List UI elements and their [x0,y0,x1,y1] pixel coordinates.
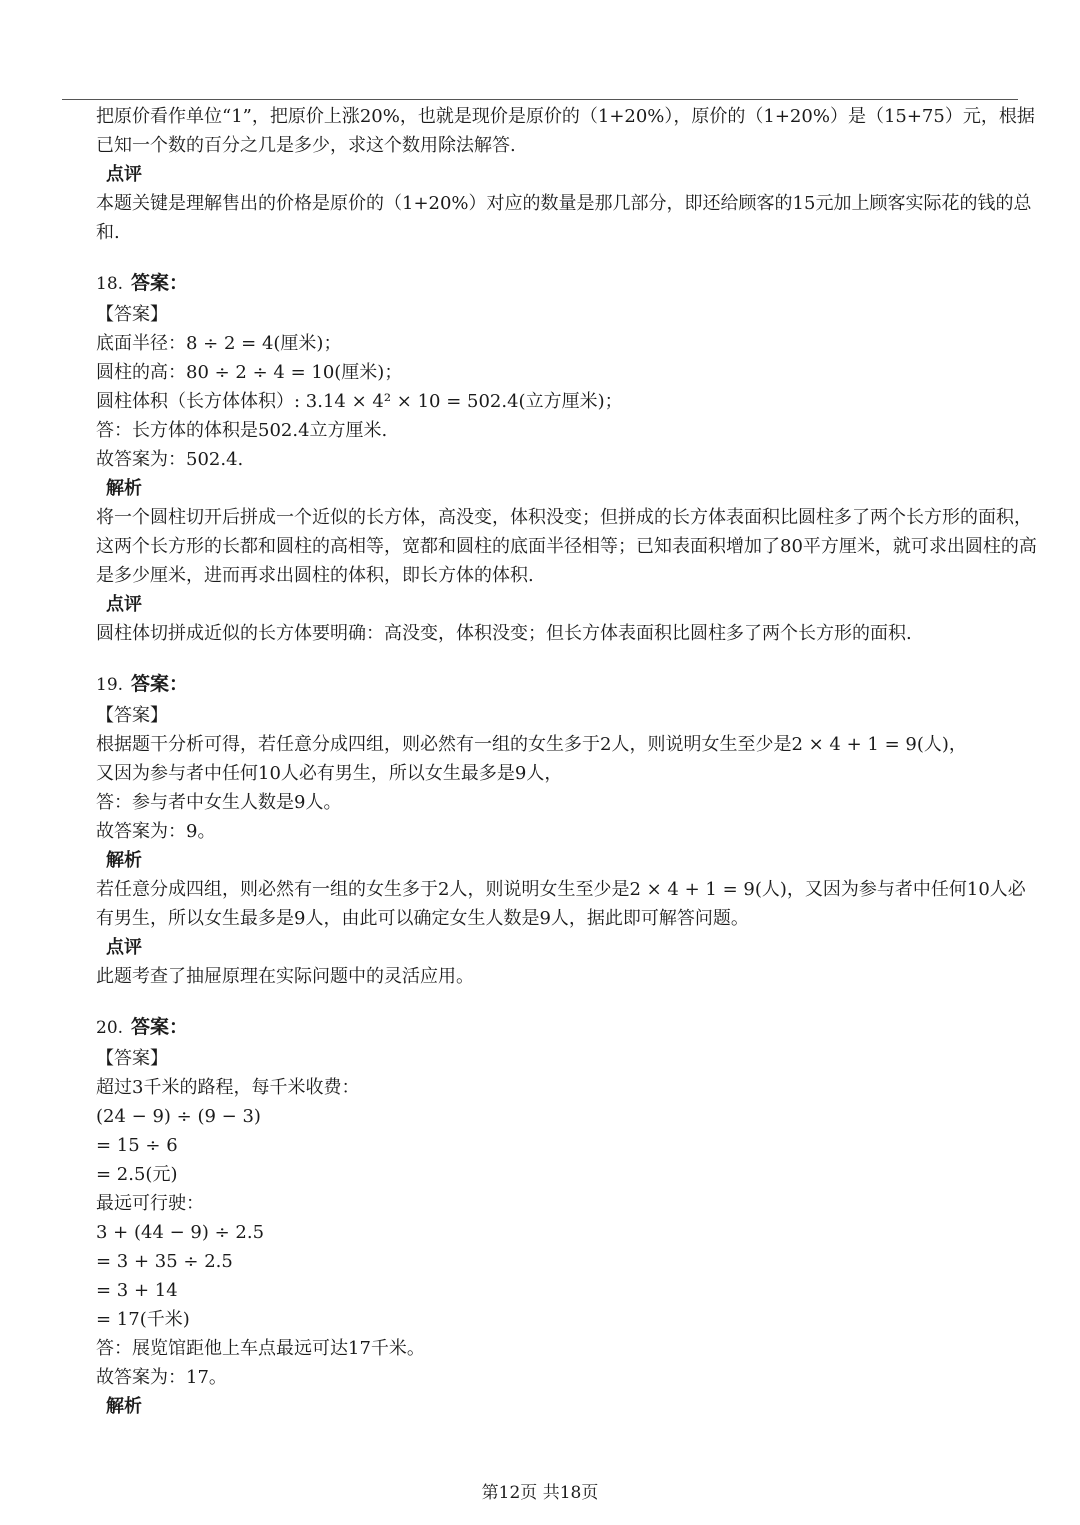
q19-comment-text: 此题考查了抽屉原理在实际问题中的灵活应用。 [96,966,474,987]
q17-comment-text: 本题关键是理解售出的价格是原价的（1+20%）对应的数量是那几部分，即还给顾客的15元加上顾客实际花的钱的总和. [96,193,1032,243]
q20-line: 最远可行驶： [96,1193,204,1214]
header-rule [62,99,1018,100]
q18-comment-text: 圆柱体切拼成近似的长方体要明确：高没变，体积没变；但长方体表面积比圆柱多了两个长方形的面积. [96,623,912,644]
q18-comment-heading: 点评 [106,594,142,615]
q18-bracket-label: 【答案】 [96,304,168,325]
q20-analysis-heading: 解析 [106,1396,142,1417]
q17-analysis-text: 把原价看作单位“1”，把原价上涨20%，也就是现价是原价的（1+20%），原价的（1+20%）是（15+75）元，根据已知一个数的百分之几是多少，求这个数用除法解答. [96,106,1035,156]
q19-line: 故答案为：9。 [96,821,216,842]
q18-analysis-heading: 解析 [106,478,142,499]
q20-header [96,1011,1046,1044]
q18-line: 故答案为：502.4. [96,449,244,470]
q20-line: (24 − 9) ÷ (9 − 3) [96,1106,261,1127]
q20-line: 故答案为：17。 [96,1367,227,1388]
q20-line: 答：展览馆距他上车点最远可达17千米。 [96,1338,425,1359]
q19-comment-heading: 点评 [106,937,142,958]
q20-bracket-label: 【答案】 [96,1048,168,1069]
q20-line: = 15 ÷ 6 [96,1135,178,1156]
q19-line: 又因为参与者中任何10人必有男生，所以女生最多是9人， [96,763,563,784]
q18-header [96,267,1046,300]
q19-number: 19. [96,675,124,695]
q20-line: = 17(千米) [96,1309,190,1330]
q19-bracket-label: 【答案】 [96,705,168,726]
q20-number: 20. [96,1018,124,1038]
q19-answer-label: 答案： [131,673,189,695]
q19-header [96,668,1046,701]
q18-number: 18. [96,274,124,294]
q20-line: 3 + (44 − 9) ÷ 2.5 [96,1222,265,1243]
q18-analysis-text: 将一个圆柱切开后拼成一个近似的长方体，高没变，体积没变；但拼成的长方体表面积比圆柱多了两个长方形的面积，这两个长方形的长都和圆柱的高相等，宽都和圆柱的底面半径相等；已知表面积增加了80平方厘米，就可求出圆柱的高是多少厘米，进而再求出圆柱的体积，即长方体的体积. [96,507,1037,586]
q20-line: = 3 + 35 ÷ 2.5 [96,1251,233,1272]
q20-line: = 3 + 14 [96,1280,178,1301]
q18-line: 答：长方体的体积是502.4立方厘米. [96,420,388,441]
q18-line: 圆柱体积（长方体体积）: 3.14 × 4² × 10 = 502.4(立方厘米)； [96,391,623,412]
q20-line: = 2.5(元) [96,1164,178,1185]
q19-line: 根据题干分析可得，若任意分成四组，则必然有一组的女生多于2人，则说明女生至少是2 × 4 + 1 = 9(人)， [96,734,967,755]
q18-answer-label: 答案： [131,272,189,294]
q20-line: 超过3千米的路程，每千米收费： [96,1077,360,1098]
q19-analysis-text: 若任意分成四组，则必然有一组的女生多于2人，则说明女生至少是2 × 4 + 1 = 9(人)，又因为参与者中任何10人必有男生，所以女生最多是9人，由此可以确定女生人数是9人，据此即可解答问题。 [96,879,1026,929]
q19-analysis-heading: 解析 [106,850,142,871]
page-footer: 第12页 共18页 [481,1483,599,1503]
document-page [96,102,1046,1421]
q18-line: 圆柱的高：80 ÷ 2 ÷ 4 = 10(厘米)； [96,362,403,383]
q17-comment-heading: 点评 [106,164,142,185]
q18-line: 底面半径：8 ÷ 2 = 4(厘米)； [96,333,342,354]
q19-line: 答：参与者中女生人数是9人。 [96,792,342,813]
q20-answer-label: 答案： [131,1016,189,1038]
